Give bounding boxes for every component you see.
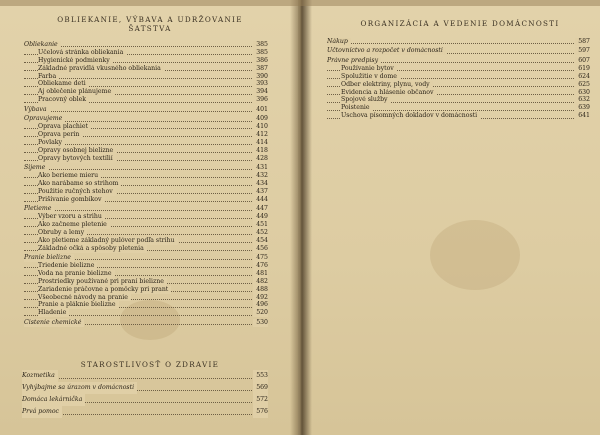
- toc-entry-page-number: 410: [253, 123, 268, 131]
- toc-entry-page-number: 492: [253, 294, 268, 302]
- toc-entry-title: Prvá pomoc: [22, 406, 62, 418]
- toc-entry-page-number: 569: [253, 382, 268, 394]
- toc-entry-page-number: 475: [253, 254, 268, 262]
- toc-entry-page-number: 401: [253, 106, 268, 114]
- toc-entry-page-number: 432: [253, 172, 268, 180]
- toc-entry-page-number: 434: [253, 180, 268, 188]
- toc-entry-title: Šijeme: [24, 164, 48, 172]
- toc-entry-page-number: 456: [253, 245, 268, 253]
- toc-entry-page-number: 385: [253, 41, 268, 49]
- dot-leader: [24, 169, 268, 170]
- toc-entry: [24, 319, 268, 327]
- toc-entry-page-number: 414: [253, 139, 268, 147]
- toc-entry-page-number: 482: [253, 278, 268, 286]
- book-gutter: [290, 0, 312, 435]
- dot-leader: [22, 378, 268, 379]
- toc-entry-page-number: 520: [253, 309, 268, 317]
- toc-entry-page-number: 619: [575, 65, 590, 73]
- toc-entry-title: Opravujeme: [24, 115, 65, 123]
- toc-entry-page-number: 587: [575, 38, 590, 46]
- toc-entry: [327, 47, 590, 55]
- toc-entry: [24, 221, 268, 229]
- dot-leader: [24, 111, 268, 112]
- toc-entry-title: Odber elektriny, plynu, vody: [341, 81, 433, 89]
- toc-entry-page-number: 641: [575, 112, 590, 120]
- paper-stain: [430, 220, 520, 290]
- toc-entry-title: Pranie a pláknie bielizne: [38, 301, 119, 309]
- toc-entry-title: Právne predpisy: [327, 57, 381, 65]
- toc-entry-page-number: 607: [575, 57, 590, 65]
- toc-entry-page-number: 390: [253, 73, 268, 81]
- toc-entry: [24, 294, 268, 302]
- toc-entry: [24, 73, 268, 81]
- toc-entry: [24, 172, 268, 180]
- toc-entry-title: Spolužitie v dome: [341, 73, 400, 81]
- toc-entry: [327, 65, 590, 73]
- toc-entry-page-number: 394: [253, 88, 268, 96]
- toc-entry: [327, 38, 590, 46]
- toc-entry-title: Prostriedky používané pri praní bielizne: [38, 278, 167, 286]
- toc-entry-page-number: 412: [253, 131, 268, 139]
- toc-entry-page-number: 385: [253, 49, 268, 57]
- toc-entry: [24, 147, 268, 155]
- toc-entry: [327, 89, 590, 97]
- toc-entry: [24, 131, 268, 139]
- toc-entry: [327, 81, 590, 89]
- toc-entry-page-number: 639: [575, 104, 590, 112]
- toc-entry-title: Nákup: [327, 38, 351, 46]
- toc-entry-page-number: 437: [253, 188, 268, 196]
- toc-entry-title: Ako narábame so strihom: [38, 180, 121, 188]
- toc-entry: [24, 115, 268, 123]
- toc-entry-title: Voda na pranie bielizne: [38, 270, 115, 278]
- toc-entry: [327, 112, 590, 120]
- toc-entry-title: Použitie ručných stehov: [38, 188, 116, 196]
- toc-entry-page-number: 418: [253, 147, 268, 155]
- toc-entry-page-number: 396: [253, 96, 268, 104]
- toc-entry-title: Farba: [38, 73, 59, 81]
- toc-entry-title: Ako berieme mieru: [38, 172, 101, 180]
- toc-entry: [24, 213, 268, 221]
- toc-entry-page-number: 625: [575, 81, 590, 89]
- toc-entry: [24, 65, 268, 73]
- toc-entry-title: Opravy bytových textílií: [38, 155, 116, 163]
- toc-entry-title: Oprava perín: [38, 131, 82, 139]
- toc-entry-title: Obliekanie: [24, 41, 61, 49]
- toc-entry: [24, 164, 268, 172]
- toc-entry: [24, 106, 268, 114]
- toc-entry: [24, 237, 268, 245]
- toc-entry-title: Povlaky: [38, 139, 65, 147]
- toc-entry-title: Aj oblečenie plánujeme: [38, 88, 114, 96]
- toc-entry: [24, 196, 268, 204]
- toc-entry-title: Poistenie: [341, 104, 373, 112]
- toc-entry-page-number: 447: [253, 205, 268, 213]
- toc-entry-page-number: 488: [253, 286, 268, 294]
- toc-entry-title: Hygienické podmienky: [38, 57, 113, 65]
- toc-entry-page-number: 630: [575, 89, 590, 97]
- toc-entry-title: Pracovný oblek: [38, 96, 89, 104]
- toc-entry: [24, 301, 268, 309]
- toc-entry-page-number: 632: [575, 96, 590, 104]
- toc-entry: [24, 155, 268, 163]
- toc-entry: [22, 406, 268, 418]
- toc-entry-title: Zariadenie práčovne a pomôcky pri prant: [38, 286, 171, 294]
- toc-entry-title: Oprava plachiet: [38, 123, 91, 131]
- toc-entry-page-number: 553: [253, 370, 268, 382]
- toc-entry-page-number: 576: [253, 406, 268, 418]
- toc-entry-page-number: 431: [253, 164, 268, 172]
- toc-entry-page-number: 496: [253, 301, 268, 309]
- toc-entry-title: Spojové služby: [341, 96, 391, 104]
- toc-entry-page-number: 452: [253, 229, 268, 237]
- toc-entry-page-number: 428: [253, 155, 268, 163]
- health-toc-list: [22, 370, 268, 418]
- toc-entry: [24, 180, 268, 188]
- toc-entry-page-number: 476: [253, 262, 268, 270]
- toc-entry-title: Evidencia a hlásenie občanov: [341, 89, 436, 97]
- toc-entry-page-number: 444: [253, 196, 268, 204]
- toc-entry-title: Výber vzoru a strihu: [38, 213, 105, 221]
- toc-entry-title: Používanie bytov: [341, 65, 397, 73]
- toc-entry: [24, 57, 268, 65]
- toc-entry-title: Účelová stránka obliekania: [38, 49, 126, 57]
- toc-entry: [24, 80, 268, 88]
- toc-entry: [24, 286, 268, 294]
- toc-entry-page-number: 409: [253, 115, 268, 123]
- left-toc-list: [24, 41, 268, 327]
- toc-entry: [24, 254, 268, 262]
- toc-entry: [24, 270, 268, 278]
- toc-entry: [327, 104, 590, 112]
- toc-entry-title: Základné očká a spôsoby pletenia: [38, 245, 147, 253]
- toc-entry-title: Prišívanie gombíkov: [38, 196, 105, 204]
- toc-entry: [24, 49, 268, 57]
- toc-entry: [24, 262, 268, 270]
- toc-entry-title: Pranie bielizne: [24, 254, 74, 262]
- toc-entry-title: Opravy osobnej bielizne: [38, 147, 116, 155]
- toc-entry-title: Obruby a lemy: [38, 229, 87, 237]
- toc-entry-title: Základné pravidlá vkusného obliekania: [38, 65, 164, 73]
- toc-entry-page-number: 530: [253, 319, 268, 327]
- toc-entry-title: Výbava: [24, 106, 50, 114]
- left-heading-line1: OBLIEKANIE, VÝBAVA A UDRŽOVANIE: [57, 15, 243, 24]
- toc-entry-title: Hladenie: [38, 309, 69, 317]
- toc-entry-page-number: 572: [253, 394, 268, 406]
- toc-entry: [24, 278, 268, 286]
- toc-entry: [24, 96, 268, 104]
- toc-entry: [24, 229, 268, 237]
- toc-entry-page-number: 481: [253, 270, 268, 278]
- toc-entry-title: Vyhýbajme sa úrazom v domácnosti: [22, 382, 137, 394]
- dot-leader: [327, 43, 590, 44]
- toc-entry: [22, 382, 268, 394]
- toc-entry-title: Ako pletieme základný pulóver podľa strihu: [38, 237, 178, 245]
- toc-entry-page-number: 597: [575, 47, 590, 55]
- toc-entry-title: Účtovníctvo a rozpočet v domácnosti: [327, 47, 446, 55]
- toc-entry-page-number: 387: [253, 65, 268, 73]
- toc-entry: [327, 73, 590, 81]
- toc-entry: [24, 188, 268, 196]
- toc-entry-title: Obliekame deti: [38, 80, 89, 88]
- toc-entry-title: Domáca lekárnička: [22, 394, 85, 406]
- toc-entry-title: Pletieme: [24, 205, 54, 213]
- toc-entry: [22, 394, 268, 406]
- toc-entry-title: Všeobecné návody na pranie: [38, 294, 131, 302]
- toc-entry-title: Kozmetika: [22, 370, 58, 382]
- toc-entry: [24, 309, 268, 317]
- toc-entry-page-number: 449: [253, 213, 268, 221]
- toc-entry-title: Ako začneme pletenie: [38, 221, 110, 229]
- dot-leader: [24, 210, 268, 211]
- toc-entry: [327, 57, 590, 65]
- health-section-heading: STAROSTLIVOSŤ O ZDRAVIE: [80, 360, 220, 369]
- toc-entry: [327, 96, 590, 104]
- toc-entry-title: Čistenie chemické: [24, 319, 84, 327]
- toc-entry: [24, 139, 268, 147]
- toc-entry-page-number: 624: [575, 73, 590, 81]
- toc-entry: [24, 205, 268, 213]
- toc-entry: [22, 370, 268, 382]
- left-heading-line2: ŠATSTVA: [128, 24, 172, 33]
- toc-entry: [24, 88, 268, 96]
- right-section-heading: ORGANIZÁCIA A VEDENIE DOMÁCNOSTI: [360, 19, 560, 28]
- right-toc-list: [327, 38, 590, 120]
- toc-entry: [24, 123, 268, 131]
- toc-entry-page-number: 393: [253, 80, 268, 88]
- toc-entry: [24, 245, 268, 253]
- toc-entry-page-number: 451: [253, 221, 268, 229]
- page-top-edge: [0, 0, 600, 6]
- left-section-heading: [30, 15, 270, 33]
- toc-entry-page-number: 454: [253, 237, 268, 245]
- toc-entry-title: Úschova písomných dokladov v domácnosti: [341, 112, 480, 120]
- dot-leader: [24, 78, 268, 79]
- toc-entry: [24, 41, 268, 49]
- toc-entry-title: Triedenie bielizne: [38, 262, 97, 270]
- toc-entry-page-number: 386: [253, 57, 268, 65]
